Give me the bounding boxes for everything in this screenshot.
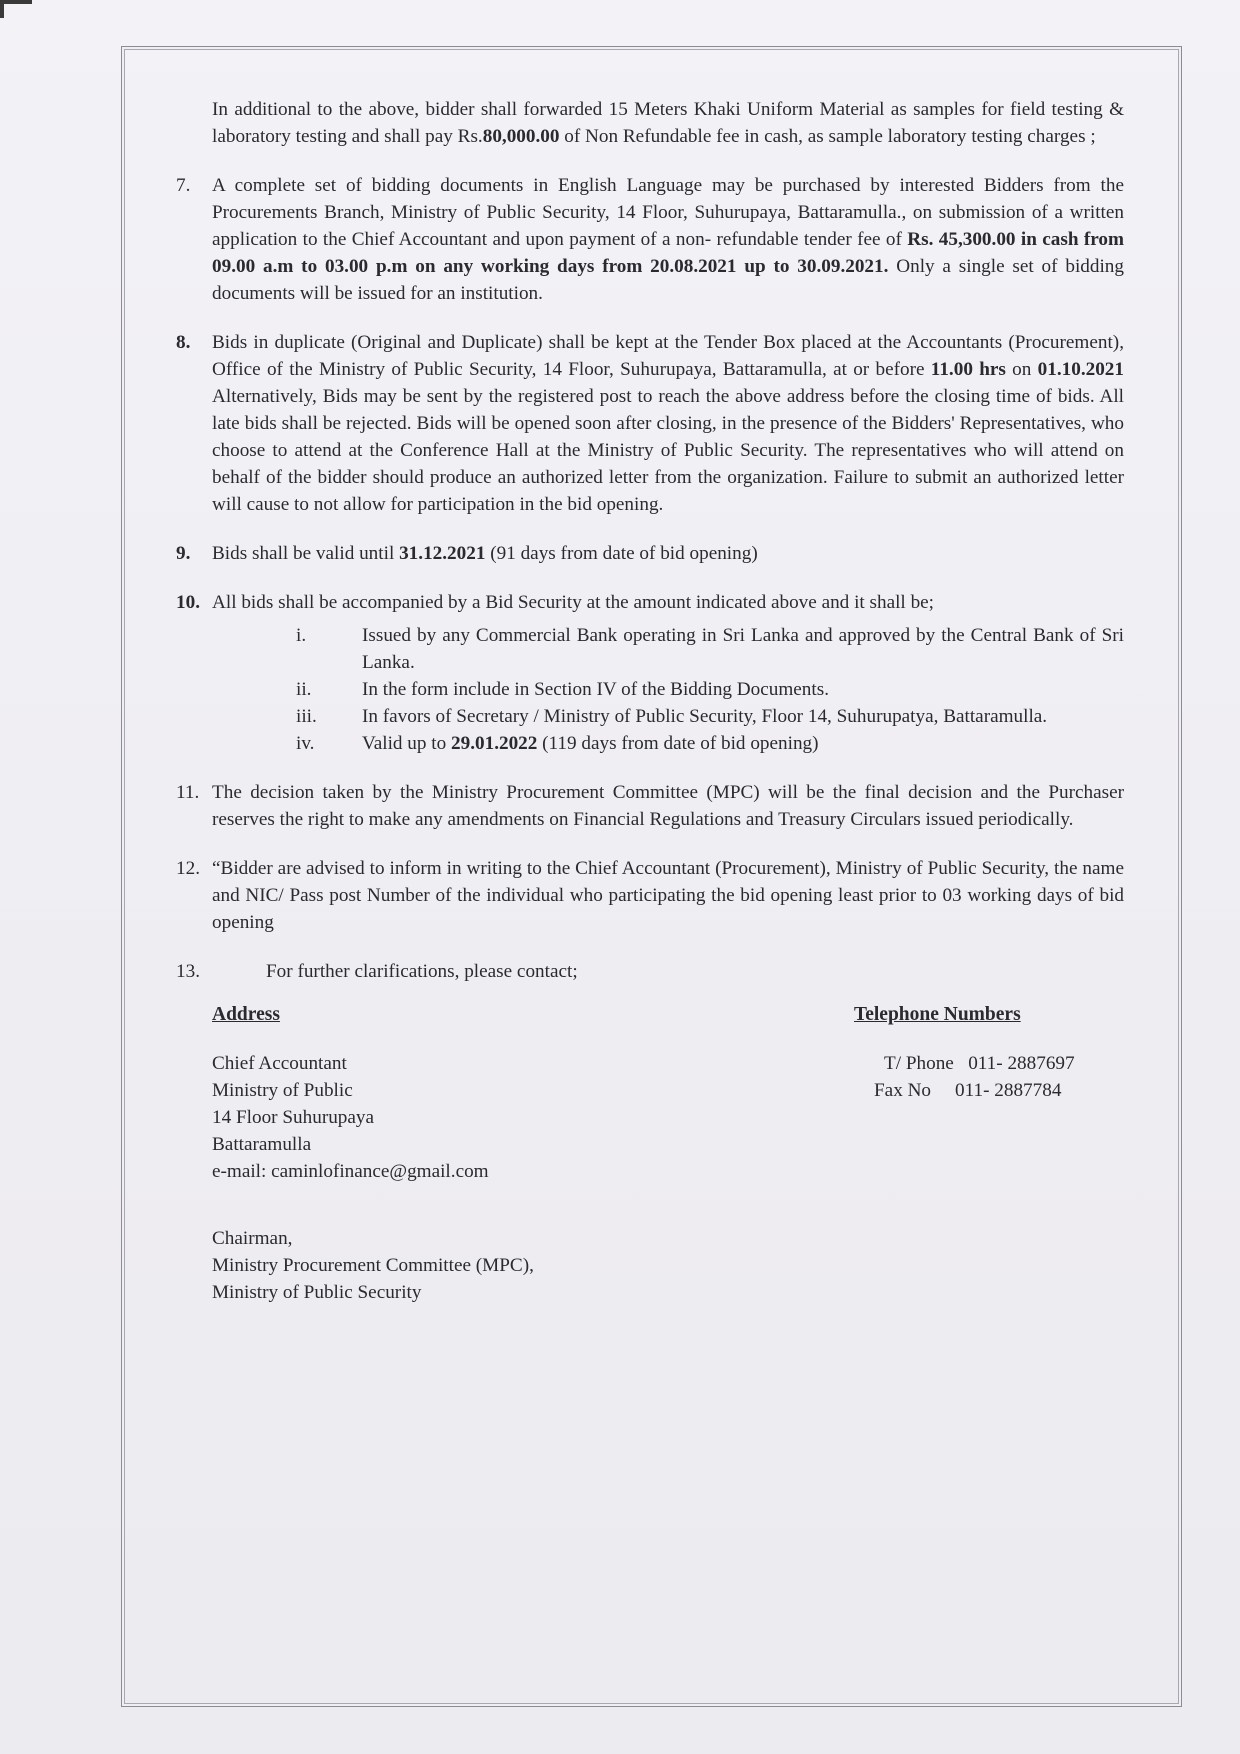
clause-text: The decision taken by the Ministry Procurement Committee (MPC) will be the final decision and the Purchaser reserves the right to make any amendments on Financial Regulations and Treasury Circulars issued periodically. [212,782,1124,830]
telephone-heading: Telephone Numbers [854,1004,1021,1025]
clause-number: 12. [176,858,200,879]
condition-text: Issued by any Commercial Bank operating in Sri Lanka and approved by the Central Bank of Sri Lanka. [362,625,1124,673]
condition-text-end: (119 days from date of bid opening) [537,733,819,754]
condition-number: iv. [296,733,315,754]
intro-paragraph [212,96,1124,150]
security-validity-date: 29.01.2022 [451,733,538,754]
phone-line: T/ Phone 011- 2887697 [884,1053,1075,1074]
closing-date: 01.10.2021 [1037,359,1124,380]
signatory-title: Chairman, [212,1228,293,1249]
address-line: Ministry of Public [212,1080,353,1101]
intro-text-end: of Non Refundable fee in cash, as sample laboratory testing charges ; [559,126,1096,147]
clause-10 [176,589,1124,616]
address-line: 14 Floor Suhurupaya [212,1107,375,1128]
condition-text: In the form include in Section IV of the Bidding Documents. [362,679,829,700]
clause-7 [176,172,1124,307]
condition-text: Valid up to [362,733,452,754]
address-heading: Address [212,1004,280,1025]
telephone-block [854,1001,1124,1185]
address-line: Battaramulla [212,1134,312,1155]
clause-number: 8. [176,332,191,353]
clause-text: on [1005,359,1038,380]
clause-text: For further clarifications, please contact; [266,961,578,982]
clause-number: 13. [176,961,200,982]
clause-8 [176,329,1124,518]
clause-text: “Bidder are advised to inform in writing to the Chief Accountant (Procurement), Ministry of Public Security, the name and NIC/ Pass post Number of the individual who participating the bid opening least prior to 03 working days of bid opening [212,858,1124,933]
contact-section [194,1001,1124,1185]
tender-fee-details: Rs. 45,300.00 in cash from 09.00 a.m to 03.00 p.m on any working days from 20.08.2021 up to 30.09.2021. [212,229,1124,277]
clause-11 [176,779,1124,833]
clause-number: 11. [176,782,200,803]
clause-text: Bids shall be valid until [212,543,400,564]
condition-number: iii. [296,706,317,727]
clause-number: 10. [176,592,200,613]
condition-number: ii. [296,679,312,700]
address-block [212,1001,632,1185]
validity-date: 31.12.2021 [399,543,486,564]
clause-9 [176,540,1124,567]
fax-line: Fax No 011- 2887784 [874,1080,1062,1101]
condition-number: i. [296,625,307,646]
clause-text: Bids in duplicate (Original and Duplicate) shall be kept at the Tender Box placed at the Accountants (Procurement), Office of the Ministry of Public Security, 14 Floor, Suhurupaya, Battaramulla, at or before [212,332,1124,380]
intro-text: In additional to the above, bidder shall forwarded 15 Meters Khaki Uniform Material as samples for field testing & laboratory testing and shall pay Rs. [212,99,1124,147]
clause-number: 7. [176,175,191,196]
condition-text: In favors of Secretary / Ministry of Public Security, Floor 14, Suhurupatya, Battaramulla. [362,706,1048,727]
clause-number: 9. [176,543,191,564]
closing-time: 11.00 hrs [930,359,1006,380]
scan-corner-mark [0,0,32,18]
email-line: e-mail: caminlofinance@gmail.com [212,1161,489,1182]
clause-12 [176,855,1124,936]
condition-item [296,676,1124,703]
address-line: Chief Accountant [212,1053,347,1074]
clause-text-end: Alternatively, Bids may be sent by the registered post to reach the above address before the closing time of bids. All late bids shall be rejected. Bids will be opened soon after closing, in the presence of the Bidders' Representatives, who choose to attend at the Conference Hall at the Ministry of Public Security. The representatives who will attend on behalf of the bidder should produce an authorized letter from the organization. Failure to submit an authorized letter will cause to not allow for participation in the bid opening. [212,386,1124,515]
signature-block [194,1225,1124,1306]
clause-text: All bids shall be accompanied by a Bid Security at the amount indicated above and it shall be; [212,592,935,613]
clause-text: A complete set of bidding documents in English Language may be purchased by interested Bidders from the Procurements Branch, Ministry of Public Security, 14 Floor, Suhurupaya, Battaramulla., on submission of a written application to the Chief Accountant and upon payment of a non- refundable tender fee of [212,175,1124,250]
sample-fee-amount: 80,000.00 [482,126,560,147]
signatory-ministry: Ministry of Public Security [212,1282,422,1303]
clause-text-end: (91 days from date of bid opening) [485,543,758,564]
document-body [176,96,1124,1306]
condition-item [296,730,1124,757]
condition-item [296,703,1124,730]
clause-text-end: Only a single set of bidding documents will be issued for an institution. [212,256,1124,304]
clause-13 [176,958,1124,985]
condition-item [296,622,1124,676]
signatory-committee: Ministry Procurement Committee (MPC), [212,1255,534,1276]
bid-security-conditions [212,622,1124,757]
